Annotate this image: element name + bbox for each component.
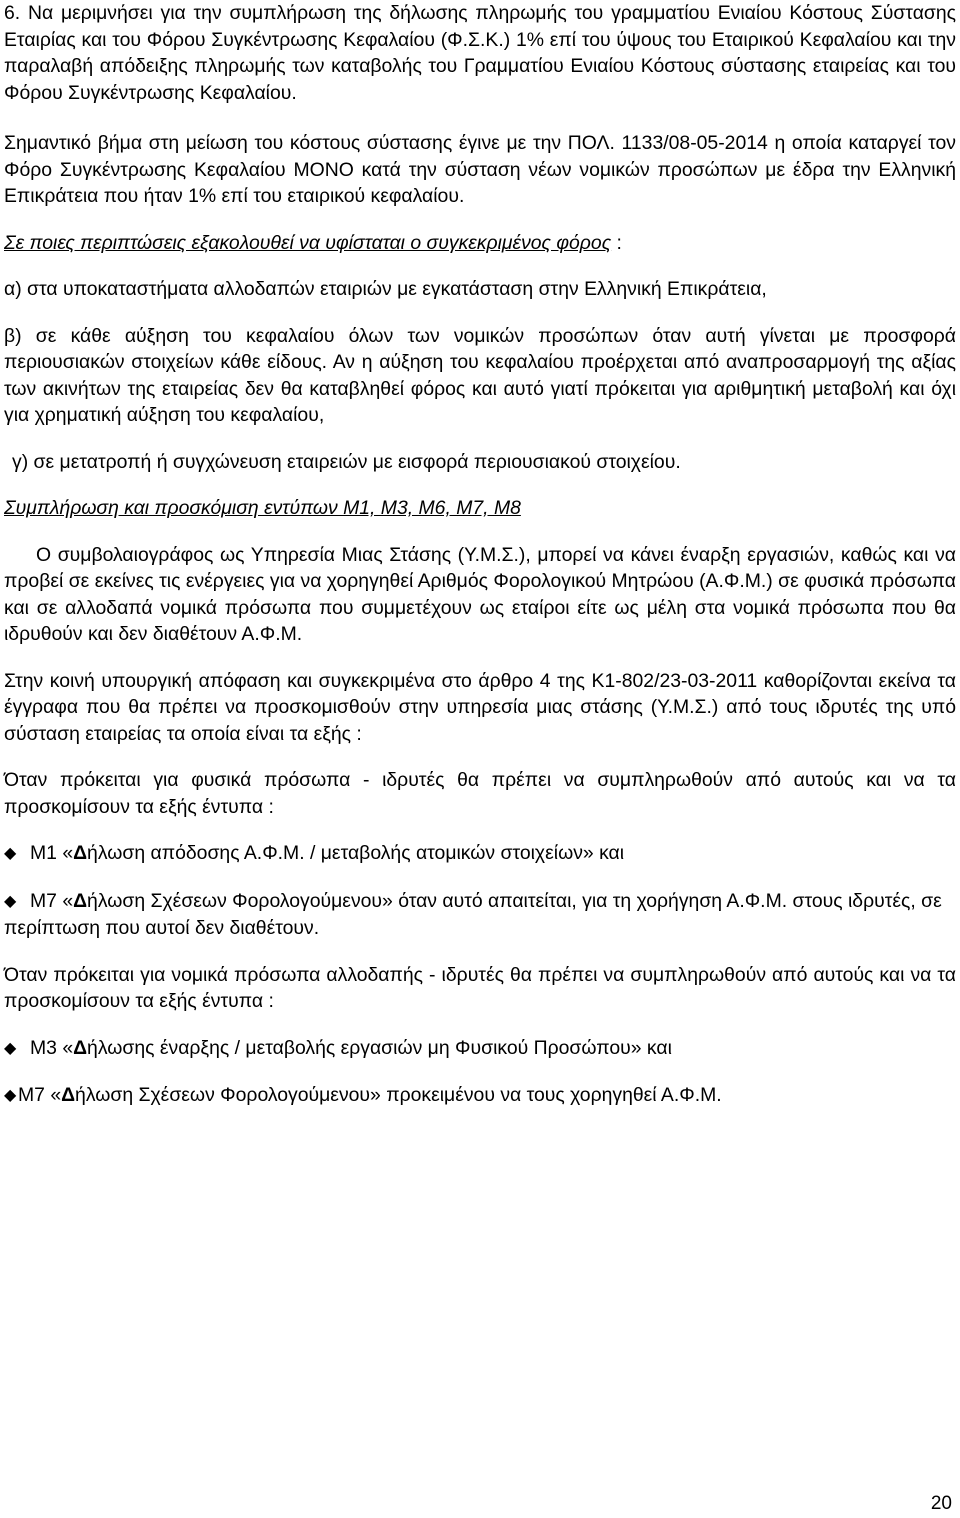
list-item-m1 — [4, 840, 956, 868]
diamond-bullet-icon: ◆ — [4, 1087, 17, 1104]
bullet-text: ήλωση απόδοσης Α.Φ.Μ. / μεταβολής ατομικών στοιχείων» και — [87, 842, 625, 864]
legal-persons-intro: Όταν πρόκειται για νομικά πρόσωπα αλλοδαπής - ιδρυτές θα πρέπει να συμπληρωθούν από αυτούς και να τα προσκομίσουν τα εξής έντυπα : — [4, 963, 956, 1012]
bullet-code: Μ1 « — [30, 842, 74, 864]
legal-persons-forms-list — [4, 1035, 956, 1110]
cases-heading: Σε ποιες περιπτώσεις εξακολουθεί να υφίσταται ο συγκεκριμένος φόρος — [4, 231, 612, 254]
bullet-code: Μ7 « — [30, 889, 74, 912]
bullet-code: Μ7 « — [18, 1084, 62, 1106]
list-item-m3 — [4, 1035, 956, 1063]
case-c-paragraph: γ) σε μετατροπή ή συγχώνευση εταιρειών με εισφορά περιουσιακού στοιχείου. — [12, 450, 681, 473]
kya-paragraph: Στην κοινή υπουργική απόφαση και συγκεκριμένα στο άρθρο 4 της Κ1-802/23-03-2011 καθορίζονται εκείνα τα έγγραφα που θα πρέπει να προσκομισθούν στην υπηρεσία μιας στάσης (Υ.Μ.Σ.) από τους ιδρυτές της υπό σύσταση εταιρείας τα οποία είναι τα εξής : — [4, 669, 956, 745]
bullet-text: ήλωσης έναρξης / μεταβολής εργασιών μη Φυσικού Προσώπου» και — [87, 1036, 672, 1059]
bullet-bold-letter: Δ — [73, 842, 88, 864]
natural-persons-intro: Όταν πρόκειται για φυσικά πρόσωπα - ιδρυτές θα πρέπει να συμπληρωθούν από αυτούς και να τα προσκομίσουν τα εξής έντυπα : — [4, 769, 956, 818]
bullet-bold-letter: Δ — [73, 1036, 88, 1059]
pol-paragraph: Σημαντικό βήμα στη μείωση του κόστους σύστασης έγινε με την ΠΟΛ. 1133/08-05-2014 η οποία καταργεί τον Φόρο Συγκέντρωσης Κεφαλαίου ΜΟΝΟ κατά την σύσταση νέων νομικών προσώπων με έδρα την Ελληνική Επικράτεια που ήταν 1% επί του εταιρικού κεφαλαίου. — [4, 132, 956, 207]
notary-paragraph: Ο συμβολαιογράφος ως Υπηρεσία Μιας Στάσης (Υ.Μ.Σ.), μπορεί να κάνει έναρξη εργασιών, καθώς και να προβεί σε εκείνες τις ενέργειες για να χορηγηθεί Αριθμός Φορολογικού Μητρώου (Α.Φ.Μ.) σε φυσικά πρόσωπα και σε αλλοδαπά νομικά πρόσωπα που συμμετέχουν ως εταίροι είτε ως μέλη στα νομικά πρόσωπα που θα ιδρυθούν και δεν διαθέτουν Α.Φ.Μ. — [4, 543, 956, 645]
cases-heading-line — [4, 230, 956, 257]
bullet-bold-letter: Δ — [61, 1084, 76, 1106]
item-6-paragraph: 6. Να μεριμνήσει για την συμπλήρωση της δήλωσης πληρωμής του γραμματίου Ενιαίου Κόστους Σύστασης Εταιρίας και του Φόρου Συγκέντρωσης Κεφαλαίου (Φ.Σ.Κ.) 1% επί του ύψους του Εταιρικού Κεφαλαίου και την παραλαβή απόδειξης πληρωμής των καταβολής του Γραμματίου Ενιαίου Κόστους σύστασης εταιρείας και του Φόρου Συγκέντρωσης Κεφαλαίου. — [4, 2, 956, 104]
bullet-text: ήλωση Σχέσεων Φορολογούμενου» προκειμένου να τους χορηγηθεί Α.Φ.Μ. — [75, 1084, 722, 1106]
bullet-text: ήλωση Σχέσεων Φορολογούμενου» όταν αυτό απαιτείται, για τη χορήγηση Α.Φ.Μ. στους ιδρυτές, σε περίπτωση που αυτοί δεν διαθέτουν. — [4, 889, 942, 939]
forms-heading-line — [4, 495, 956, 522]
natural-persons-forms-list — [4, 840, 956, 942]
diamond-bullet-icon: ◆ — [4, 1039, 17, 1057]
case-b-paragraph: β) σε κάθε αύξηση του κεφαλαίου όλων των νομικών προσώπων όταν αυτή γίνεται με προσφορά περιουσιακών στοιχείων κάθε είδους. Αν η αύξηση του κεφαλαίου προέρχεται από αναπροσαρμογή της αξίας των ακινήτων της εταιρείας δεν θα καταβληθεί φόρος και αυτό γιατί πρόκειται για αριθμητική μεταβολή και όχι για χρηματική αύξηση του κεφαλαίου, — [4, 324, 956, 426]
diamond-bullet-icon: ◆ — [4, 892, 17, 910]
document-page — [4, 0, 956, 1110]
page-number: 20 — [930, 1493, 952, 1514]
cases-heading-colon: : — [611, 231, 622, 254]
list-item-m7-natural — [4, 888, 956, 942]
forms-heading: Συμπλήρωση και προσκόμιση εντύπων Μ1, Μ3, Μ6, Μ7, Μ8 — [4, 497, 521, 519]
case-a-paragraph: α) στα υποκαταστήματα αλλοδαπών εταιριών με εγκατάσταση στην Ελληνική Επικράτεια, — [4, 278, 767, 300]
bullet-code: Μ3 « — [30, 1036, 74, 1059]
bullet-bold-letter: Δ — [73, 889, 88, 912]
diamond-bullet-icon: ◆ — [4, 845, 17, 862]
list-item-m7-legal — [4, 1082, 956, 1110]
